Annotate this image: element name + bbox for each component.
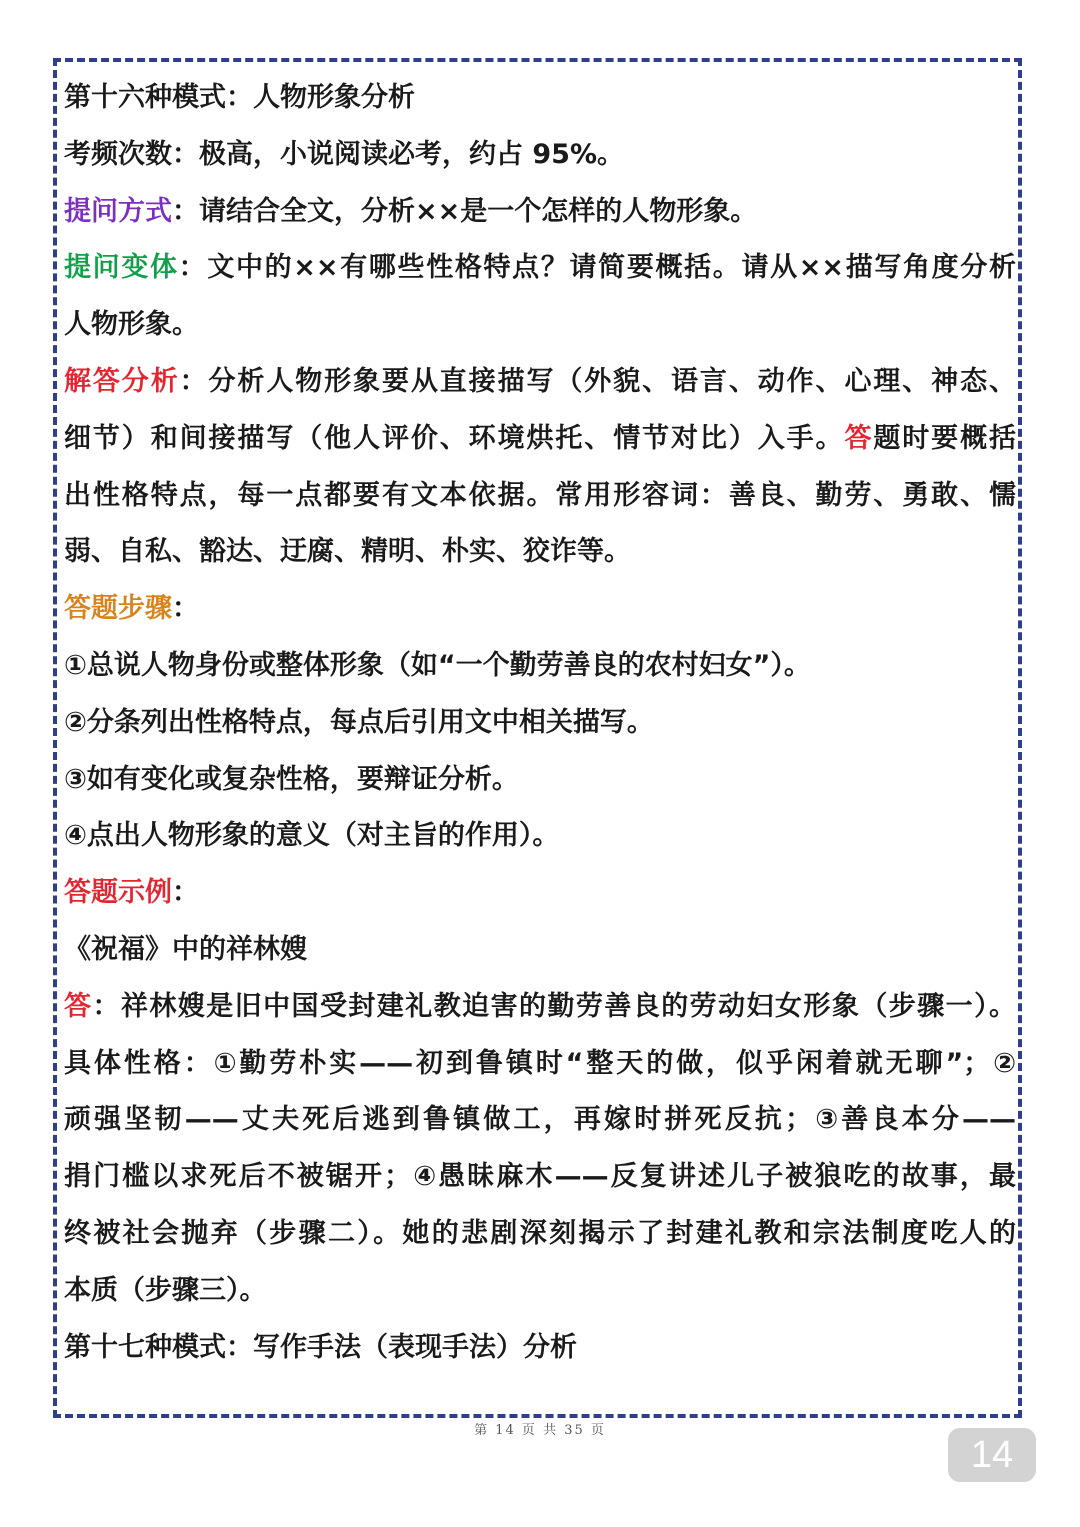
- ask-variant-line-1: [64, 240, 1016, 297]
- analysis-text-2b: 题时要概括: [873, 422, 1016, 454]
- answer-line-6: 本质（步骤三）。: [64, 1274, 267, 1306]
- page-footer: 第 14 页 共 35 页: [474, 1423, 606, 1438]
- ask-variant-label: 提问变体: [64, 252, 179, 284]
- analysis-label: 解答分析: [64, 365, 180, 397]
- frequency-line: 考频次数：极高，小说阅读必考，约占 95%。: [64, 138, 625, 170]
- analysis-line-1: [64, 354, 1016, 411]
- steps-label: 答题步骤: [64, 593, 172, 625]
- analysis-line-4: 弱、自私、豁达、迂腐、精明、朴实、狡诈等。: [64, 536, 631, 568]
- ask-method-text: ：请结合全文，分析××是一个怎样的人物形象。: [172, 195, 758, 227]
- answer-label: 答: [64, 990, 93, 1022]
- answer-line-2: 具体性格：①勤劳朴实——初到鲁镇时“整天的做，似乎闲着就无聊”；②: [64, 1047, 1016, 1079]
- ask-variant-text-1: ：文中的××有哪些性格特点？请简要概括。请从××描写角度分析: [178, 252, 1016, 284]
- answer-line-3: 顽强坚韧——丈夫死后逃到鲁镇做工，再嫁时拼死反抗；③善良本分——: [64, 1104, 1016, 1136]
- analysis-text-2a: 细节）和间接描写（他人评价、环境烘托、情节对比）入手。: [64, 422, 845, 454]
- section17-title: 第十七种模式：写作手法（表现手法）分析: [64, 1331, 577, 1363]
- step-item-4: ④点出人物形象的意义（对主旨的作用）。: [64, 820, 560, 852]
- steps-colon: ：: [172, 593, 199, 625]
- step-item-1: ①总说人物身份或整体形象（如“一个勤劳善良的农村妇女”）。: [64, 649, 811, 681]
- analysis-text-1: ：分析人物形象要从直接描写（外貌、语言、动作、心理、神态、: [179, 365, 1016, 397]
- analysis-line-3: 出性格特点，每一点都要有文本依据。常用形容词：善良、勤劳、勇敢、懦: [64, 479, 1016, 511]
- example-colon: ：: [172, 877, 199, 909]
- answer-line-5: 终被社会抛弃（步骤二）。她的悲剧深刻揭示了封建礼教和宗法制度吃人的: [64, 1217, 1016, 1249]
- page-number-badge: 14: [948, 1428, 1036, 1482]
- ask-method-line: [64, 184, 1016, 241]
- ask-variant-line-2: 人物形象。: [64, 309, 199, 341]
- steps-heading: [64, 581, 1016, 638]
- step-item-3: ③如有变化或复杂性格，要辩证分析。: [64, 763, 519, 795]
- example-heading: [64, 865, 1016, 922]
- section16-title: 第十六种模式：人物形象分析: [64, 82, 415, 113]
- answer-text-1: ：祥林嫂是旧中国受封建礼教迫害的勤劳善良的劳动妇女形象（步骤一）。: [92, 990, 1016, 1022]
- document-body: [64, 70, 1016, 1376]
- example-label: 答题示例: [64, 877, 172, 909]
- step-item-2: ②分条列出性格特点，每点后引用文中相关描写。: [64, 706, 654, 738]
- answer-line-1: [64, 979, 1016, 1036]
- analysis-line-2: [64, 411, 1016, 468]
- answer-line-4: 捐门槛以求死后不被锯开；④愚昧麻木——反复讲述儿子被狼吃的故事，最: [64, 1161, 1016, 1193]
- example-title: 《祝福》中的祥林嫂: [64, 933, 307, 965]
- ask-method-label: 提问方式: [64, 195, 172, 227]
- analysis-answer-char: 答: [844, 422, 874, 454]
